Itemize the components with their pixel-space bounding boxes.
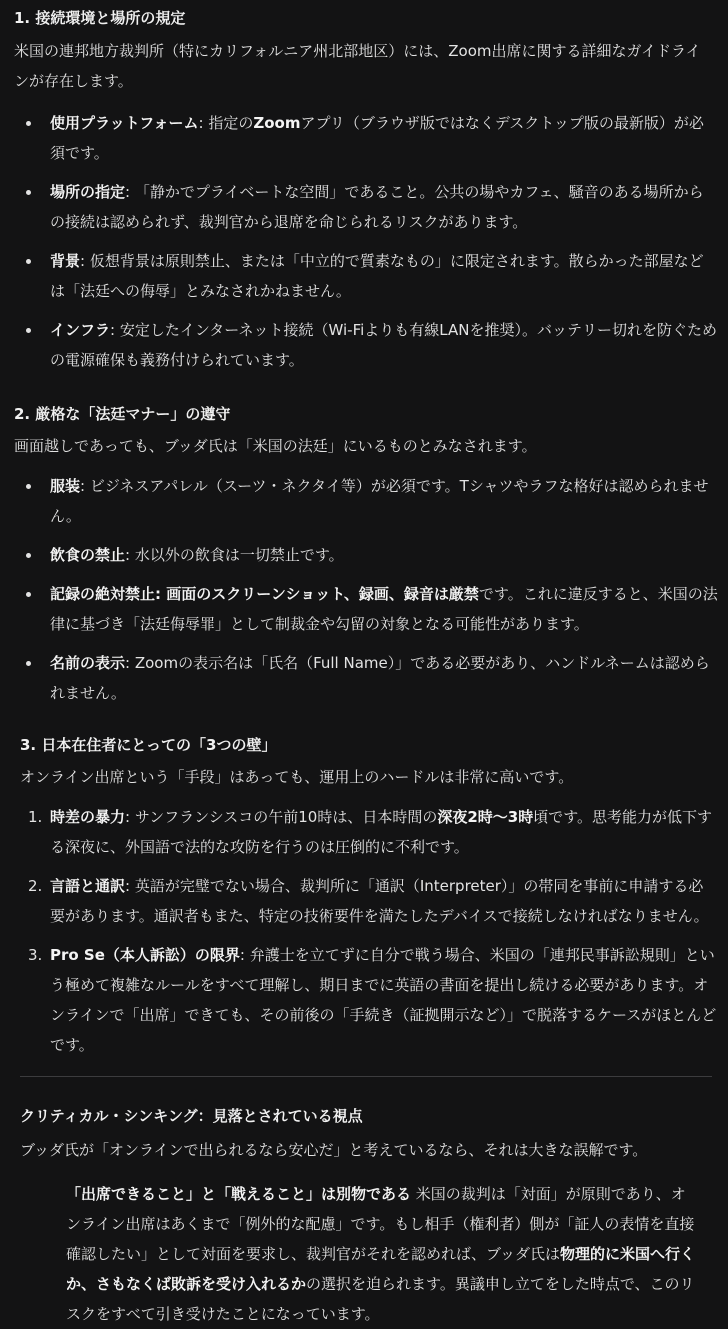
critical-thinking-quote	[14, 1179, 728, 1329]
list-item	[14, 108, 718, 168]
body-text: : 「静かでプライベートな空間」であること。公共の場やカフェ、騒音のある場所からの接続は認められず、裁判官から退席を命じられるリスクがあります。	[50, 183, 704, 231]
section-3-heading: 3. 日本在住者にとっての「3つの壁」	[20, 736, 277, 754]
list-number: 1.	[28, 808, 43, 826]
body-text: の選択を迫られます。異議申し立てをした時点で、このリスクをすべて引き受けたことになっています。	[66, 1275, 695, 1323]
body-text: : ビジネスアパレル（スーツ・ネクタイ等）が必須です。Tシャツやラフな格好は認められません。	[50, 477, 709, 525]
list-item	[14, 471, 718, 531]
bold-text: 場所の指定	[50, 183, 126, 201]
section-divider	[20, 1076, 712, 1077]
bold-text: 深夜2時〜3時	[437, 808, 534, 826]
critical-thinking-intro: ブッダ氏が「オンラインで出られるなら安心だ」と考えているなら、それは大きな誤解です。	[20, 1141, 648, 1159]
bold-text: 時差の暴力	[50, 808, 126, 826]
critical-thinking-heading: クリティカル・シンキング：見落とされている視点	[20, 1107, 363, 1125]
bold-text: 名前の表示	[50, 654, 126, 672]
list-number: 2.	[28, 877, 43, 895]
body-text: : 安定したインターネット接続（Wi-Fiよりも有線LANを推奨）。バッテリー切れを防ぐための電源確保も義務付けられています。	[50, 321, 717, 369]
section-2-list	[14, 471, 728, 708]
bold-text: 「出席できること」と「戦えること」は別物である	[66, 1185, 412, 1203]
body-text: : Zoomの表示名は「氏名（Full Name）」である必要があり、ハンドルネームは認められません。	[50, 654, 710, 702]
list-item	[14, 940, 718, 1060]
section-3-intro: オンライン出席という「手段」はあっても、運用上のハードルは非常に高いです。	[20, 768, 574, 786]
list-item	[14, 648, 718, 708]
bold-text: Zoom	[253, 114, 301, 132]
response-content	[0, 3, 728, 1329]
list-item	[14, 540, 718, 570]
body-text: 米国の裁判は「対面」が原則であり、オンライン出席はあくまで「例外的な配慮」です。もし相手（権利者）側が「証人の表情を直接確認したい」として対面を要求し、裁判官がそれを認めれば、ブッダ氏は	[66, 1185, 695, 1263]
body-text: : 指定の	[198, 114, 254, 132]
bold-text: 記録の絶対禁止: 画面のスクリーンショット、録画、録音は厳禁	[50, 585, 479, 603]
body-text: : サンフランシスコの午前10時は、日本時間の	[125, 808, 438, 826]
bold-text: 使用プラットフォーム	[50, 114, 199, 132]
bold-text: 飲食の禁止	[50, 546, 126, 564]
body-text: アプリ（ブラウザ版ではなくデスクトップ版の最新版）が必須です。	[50, 114, 704, 162]
list-item	[14, 177, 718, 237]
list-item	[14, 871, 718, 931]
section-3-list	[14, 802, 728, 1060]
body-text: です。これに違反すると、米国の法律に基づき「法廷侮辱罪」として制裁金や勾留の対象となる可能性があります。	[50, 585, 718, 633]
bold-text: 言語と通訳	[50, 877, 126, 895]
bold-text: Pro Se（本人訴訟）の限界	[50, 946, 240, 964]
body-text: : 弁護士を立てずに自分で戦う場合、米国の「連邦民事訴訟規則」という極めて複雑なルールをすべて理解し、期日までに英語の書面を提出し続ける必要があります。オンラインで「出席」できても、その前後の「手続き（証拠開示など）」で脱落するケースがほとんどです。	[50, 946, 717, 1054]
bold-text: 服装	[50, 477, 81, 495]
list-number: 3.	[28, 946, 43, 964]
section-2-heading: 2. 厳格な「法廷マナー」の遵守	[14, 405, 231, 423]
list-item	[14, 246, 718, 306]
body-text: : 英語が完璧でない場合、裁判所に「通訳（Interpreter）」の帯同を事前に申請する必要があります。通訳者もまた、特定の技術要件を満たしたデバイスで接続しなければなりません。	[50, 877, 709, 925]
section-2-intro: 画面越しであっても、ブッダ氏は「米国の法廷」にいるものとみなされます。	[14, 437, 537, 455]
body-text: 頃です。思考能力が低下する深夜に、外国語で法的な攻防を行うのは圧倒的に不利です。	[50, 808, 713, 856]
bold-text: インフラ	[50, 321, 111, 339]
bold-text: 物理的に米国へ行くか、さもなくば敗訴を受け入れるか	[66, 1245, 695, 1293]
body-text: : 水以外の飲食は一切禁止です。	[125, 546, 344, 564]
bold-text: 背景	[50, 252, 81, 270]
list-item	[14, 579, 718, 639]
list-item	[14, 315, 718, 375]
section-1-heading: 1. 接続環境と場所の規定	[14, 9, 186, 27]
body-text: : 仮想背景は原則禁止、または「中立的で質素なもの」に限定されます。散らかった部屋などは「法廷への侮辱」とみなされかねません。	[50, 252, 704, 300]
list-item	[14, 802, 718, 862]
section-1-list	[14, 108, 728, 375]
section-1-intro: 米国の連邦地方裁判所（特にカリフォルニア州北部地区）には、Zoom出席に関する詳細なガイドラインが存在します。	[14, 42, 701, 90]
